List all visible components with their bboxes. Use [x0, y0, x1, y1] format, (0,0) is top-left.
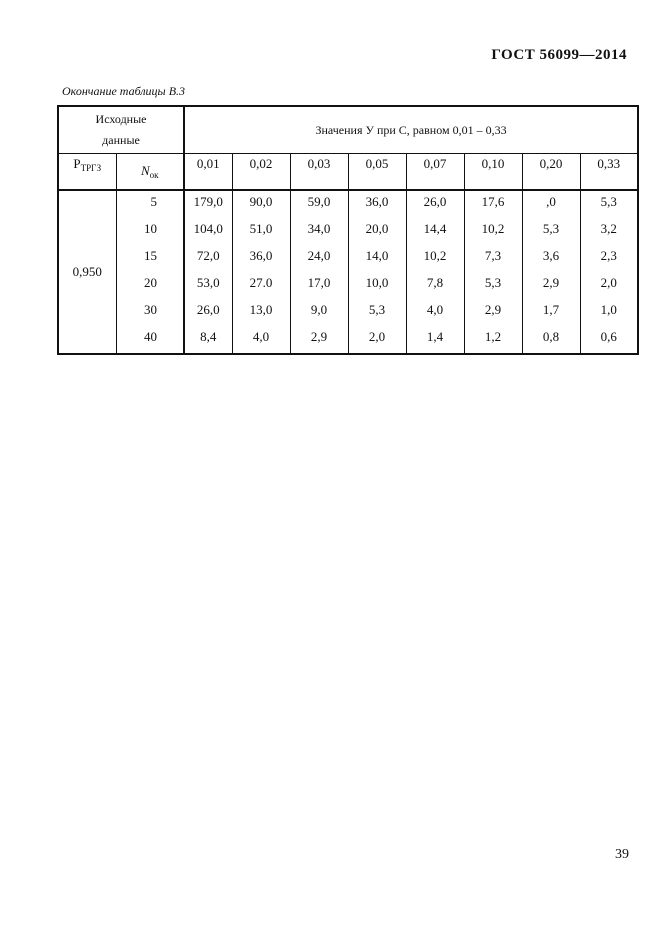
value-cell: 10,0	[365, 275, 389, 290]
value-cell: 2,0	[600, 275, 617, 290]
value-cell: 59,0	[307, 194, 331, 209]
n-label: N	[140, 163, 150, 178]
value-cell: 1,4	[426, 329, 444, 344]
value-cell: 10,2	[481, 221, 505, 236]
values-column-5	[406, 190, 464, 354]
c-header-1: 0,01	[184, 154, 232, 191]
value-cell: 13,0	[249, 302, 273, 317]
values-column-7	[522, 190, 580, 354]
n-value: 30	[144, 302, 158, 317]
value-cell: 1,7	[542, 302, 560, 317]
value-cell: 34,0	[307, 221, 331, 236]
value-cell: ,0	[546, 194, 556, 209]
table-caption: Окончание таблицы В.3	[62, 84, 186, 98]
table-subheader-row	[58, 154, 638, 191]
values-table	[57, 105, 639, 355]
values-column-8	[580, 190, 638, 354]
values-column-3	[290, 190, 348, 354]
value-cell: 1,0	[600, 302, 617, 317]
value-cell: 0,8	[542, 329, 560, 344]
p-column-header	[58, 154, 116, 191]
value-cell: 179,0	[193, 194, 223, 209]
c-header-7: 0,20	[522, 154, 580, 191]
values-column-6	[464, 190, 522, 354]
standard-code: ГОСТ 56099—2014	[491, 47, 627, 63]
value-cell: 8,4	[200, 329, 217, 344]
value-cell: 36,0	[365, 194, 389, 209]
n-label-sub: ок	[149, 170, 159, 180]
values-column-4	[348, 190, 406, 354]
value-cell: 26,0	[196, 302, 220, 317]
n-value: 15	[144, 248, 158, 263]
values-header	[184, 106, 638, 154]
values-column-1	[184, 190, 232, 354]
value-cell: 14,4	[423, 221, 447, 236]
p-value-cell: 0,950	[58, 190, 116, 354]
p-label: P	[73, 156, 81, 171]
c-header-5: 0,07	[406, 154, 464, 191]
source-header-line-1: Исходные	[95, 112, 147, 126]
table-body-row	[58, 190, 638, 354]
value-cell: 90,0	[249, 194, 273, 209]
value-cell: 10,2	[423, 248, 447, 263]
value-cell: 0,6	[600, 329, 617, 344]
value-cell: 3,6	[542, 248, 560, 263]
value-cell: 4,0	[426, 302, 444, 317]
n-values-cell	[116, 190, 184, 354]
value-cell: 53,0	[196, 275, 220, 290]
value-cell: 20,0	[365, 221, 389, 236]
value-cell: 7,8	[426, 275, 444, 290]
c-header-8: 0,33	[580, 154, 638, 191]
value-cell: 51,0	[249, 221, 273, 236]
p-label-sub2: ГЗ	[91, 163, 102, 173]
value-cell: 5,3	[368, 302, 386, 317]
value-cell: 9,0	[310, 302, 328, 317]
c-header-4: 0,05	[348, 154, 406, 191]
n-value: 40	[144, 329, 158, 344]
n-value: 20	[144, 275, 158, 290]
c-header-2: 0,02	[232, 154, 290, 191]
value-cell: 2,9	[310, 329, 328, 344]
value-cell: 5,3	[542, 221, 560, 236]
value-cell: 2,0	[368, 329, 386, 344]
value-cell: 72,0	[196, 248, 220, 263]
value-cell: 1,2	[484, 329, 502, 344]
source-header-line-2: данные	[102, 133, 140, 147]
value-cell: 4,0	[252, 329, 270, 344]
source-data-header	[58, 106, 184, 154]
value-cell: 5,3	[484, 275, 502, 290]
table-header-row	[58, 106, 638, 154]
value-cell: 5,3	[600, 194, 617, 209]
n-value: 5	[150, 194, 158, 209]
value-cell: 2,3	[600, 248, 617, 263]
value-cell: 14,0	[365, 248, 389, 263]
value-cell: 24,0	[307, 248, 331, 263]
value-cell: 104,0	[193, 221, 223, 236]
value-cell: 26,0	[423, 194, 447, 209]
value-cell: 2,9	[542, 275, 560, 290]
values-column-2	[232, 190, 290, 354]
value-cell: 27.0	[249, 275, 273, 290]
value-cell: 7,3	[484, 248, 502, 263]
value-cell: 17,6	[481, 194, 505, 209]
value-cell: 36,0	[249, 248, 273, 263]
p-label-sub1: ТР	[80, 163, 92, 173]
n-column-header	[116, 154, 184, 191]
value-cell: 17,0	[307, 275, 331, 290]
c-header-3: 0,03	[290, 154, 348, 191]
c-header-6: 0,10	[464, 154, 522, 191]
values-header-text: Значения У при C, равном 0,01 – 0,33	[315, 122, 507, 137]
n-value: 10	[144, 221, 158, 236]
value-cell: 2,9	[484, 302, 502, 317]
page-number: 39	[615, 847, 629, 862]
value-cell: 3,2	[600, 221, 617, 236]
